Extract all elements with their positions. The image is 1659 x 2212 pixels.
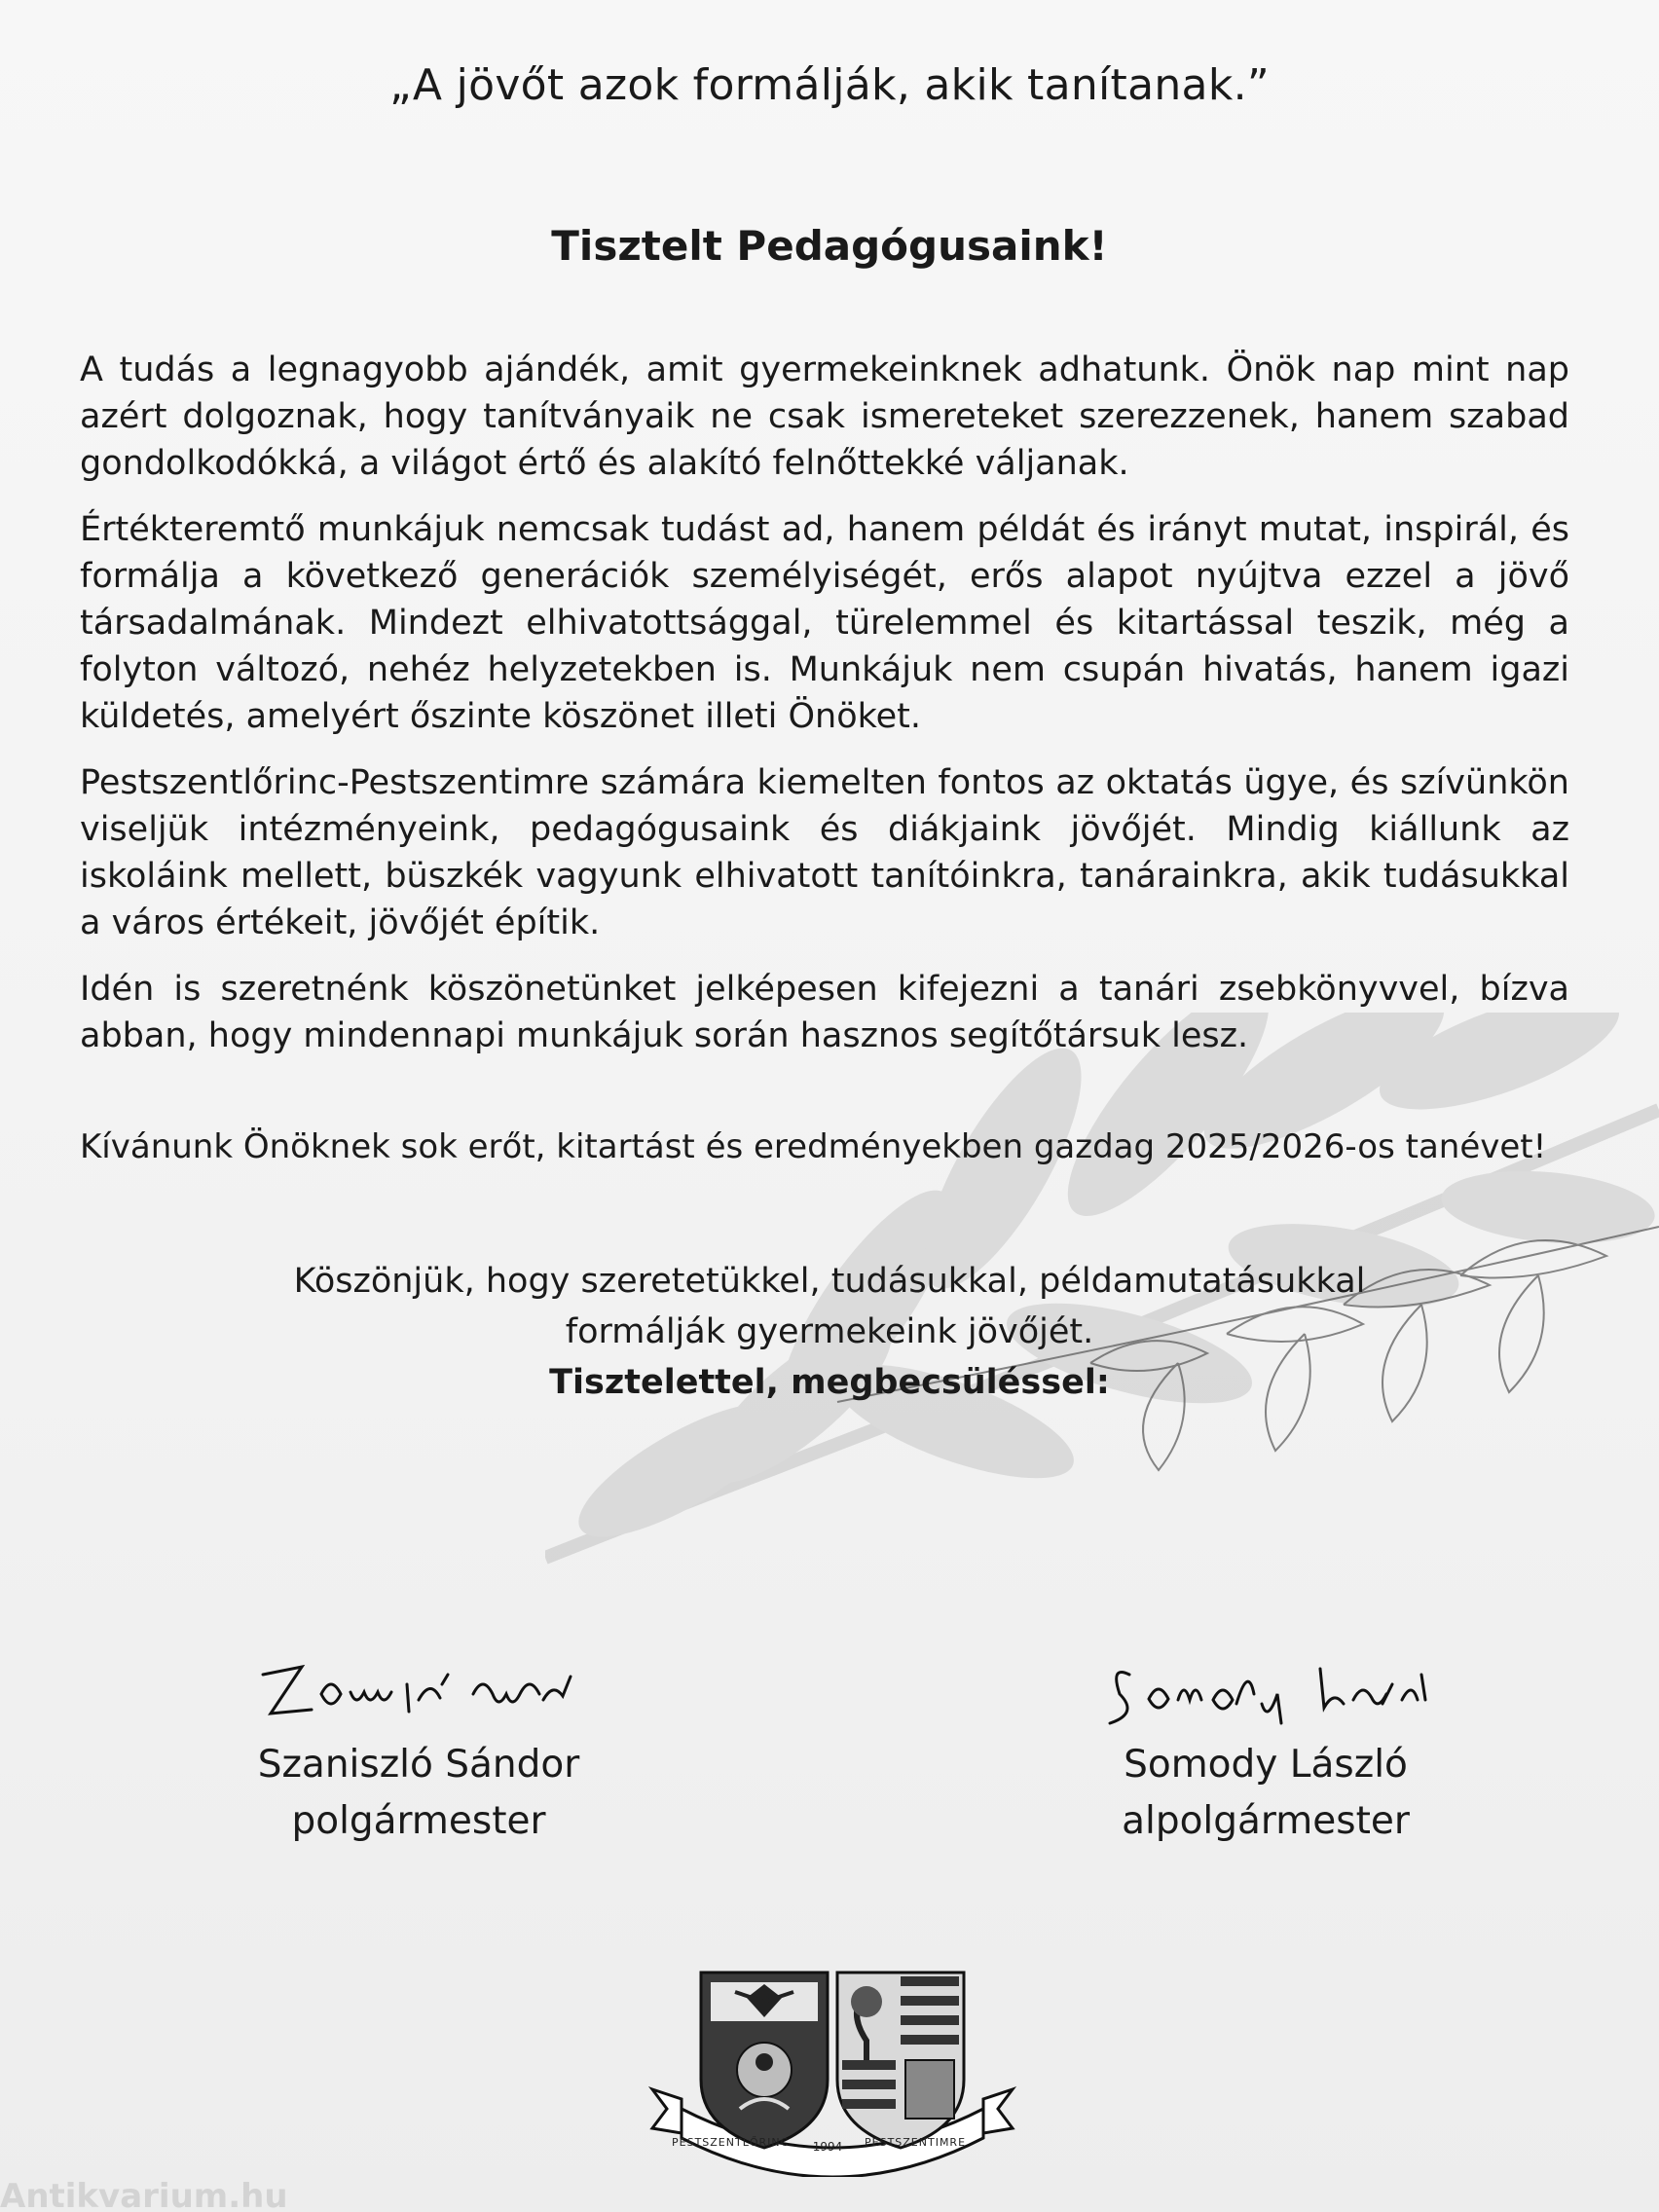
signature-szaniszlo-sandor bbox=[243, 1645, 594, 1733]
paragraph-1: A tudás a legnagyobb ajándék, amit gyermekeinknek adhatunk. Önök nap mint nap azért dolgoznak, hogy tanítványaik ne csak ismereteket szerezzenek, hanem szabad gondolkodókká, a világot értő és alakító felnőttekké váljanak. bbox=[80, 350, 1569, 483]
mayor-title: polgármester bbox=[291, 1799, 546, 1843]
salutation-heading: Tisztelt Pedagógusaink! bbox=[551, 222, 1108, 270]
signature-somody-laszlo bbox=[1090, 1645, 1441, 1733]
paragraph-2: Értékteremtő munkájuk nemcsak tudást ad, hanem példát és irányt mutat, inspirál, és formálja a következő generációk személyiségét, erős alapot nyújtva ezzel a jövő társadalmának. Mindezt elhivatottsággal, türelemmel és kitartással teszik, még a folyton változó, nehéz helyzetekben is. Munkájuk nem csupán hivatás, hanem igazi küldetés, amelyért őszinte köszönet illeti Önöket. bbox=[80, 510, 1569, 736]
closing-line-2: formálják gyermekeink jövőjét. bbox=[565, 1312, 1094, 1351]
crest-label-pestszentimre: PESTSZENTIMRE bbox=[865, 2136, 967, 2149]
signatory-deputy-mayor bbox=[993, 1645, 1538, 1850]
letter-body bbox=[80, 347, 1569, 1079]
deputy-mayor-name: Somody László bbox=[1124, 1743, 1408, 1787]
crest-label-pestszentlorinc: PESTSZENTLŐRINC bbox=[672, 2136, 790, 2149]
motto-quote: „A jövőt azok formálják, akik tanítanak.” bbox=[389, 60, 1270, 110]
deputy-mayor-title: alpolgármester bbox=[1122, 1799, 1410, 1843]
paragraph-4: Idén is szeretnénk köszönetünket jelképesen kifejezni a tanári zsebkönyvvel, bízva abban, hogy mindennapi munkájuk során hasznos segítőtársuk lesz. bbox=[80, 970, 1569, 1055]
crest-year: 1994 bbox=[812, 2140, 843, 2154]
paragraph-3: Pestszentlőrinc-Pestszentimre számára kiemelten fontos az oktatás ügye, és szívünkön viseljük intézményeink, pedagógusaink és diákjaink jövőjét. Mindig kiállunk az iskoláink mellett, büszkék vagyunk elhivatott tanítóinkra, tanárainkra, akik tudásukkal a város értékeit, jövőjét építik. bbox=[80, 763, 1569, 942]
new-year-wish: Kívánunk Önöknek sok erőt, kitartást és eredményekben gazdag 2025/2026-os tanévet! bbox=[80, 1127, 1547, 1166]
watermark: Antikvarium.hu bbox=[0, 2177, 288, 2212]
signatory-mayor bbox=[146, 1645, 691, 1850]
closing-line-1: Köszönjük, hogy szeretetükkel, tudásukkal, példamutatásukkal bbox=[293, 1262, 1366, 1301]
closing-line-3: Tisztelettel, megbecsüléssel: bbox=[549, 1363, 1110, 1402]
mayor-name: Szaniszló Sándor bbox=[257, 1743, 580, 1787]
closing-block bbox=[0, 1256, 1659, 1408]
